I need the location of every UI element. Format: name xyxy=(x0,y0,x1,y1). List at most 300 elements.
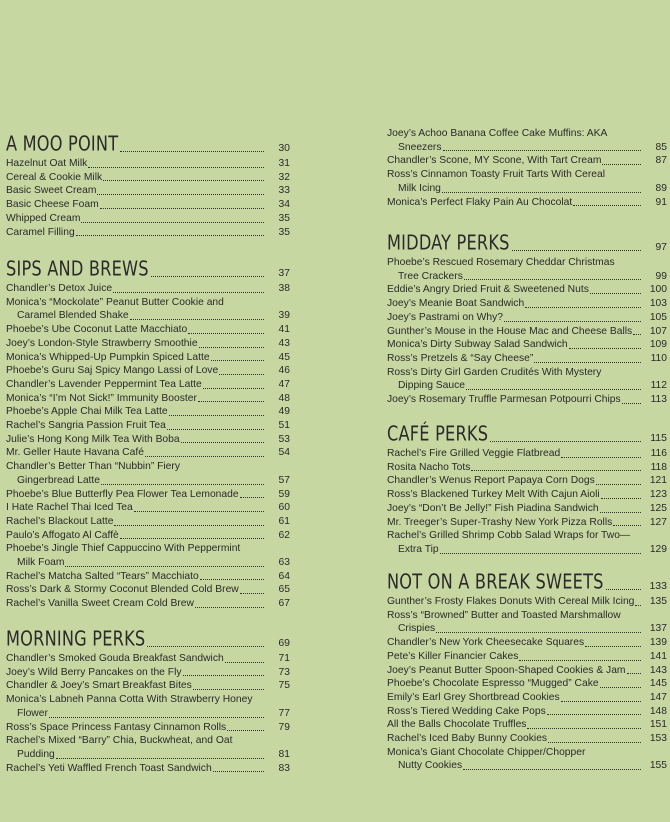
entry-title: Chandler’s Better Than “Nubbin” Fiery xyxy=(6,461,180,473)
toc-entry[interactable] xyxy=(6,419,290,433)
entry-page-number: 77 xyxy=(278,707,290,719)
dot-leader xyxy=(569,348,641,349)
entry-title: Emily’s Earl Grey Shortbread Cookies xyxy=(387,691,560,703)
entry-page-number: 63 xyxy=(278,557,290,569)
toc-entry[interactable] xyxy=(6,666,290,680)
entry-title: Phoebe’s Apple Chai Milk Tea Latte xyxy=(6,406,168,418)
toc-entry[interactable] xyxy=(6,392,290,406)
dot-leader xyxy=(635,605,641,606)
entry-title: Extra Tip xyxy=(398,543,439,555)
entry-title: Basic Cheese Foam xyxy=(6,199,99,211)
entry-page-number: 121 xyxy=(649,475,667,487)
entry-page-number: 59 xyxy=(278,488,290,500)
entry-title: Phoebe’s Rescued Rosemary Cheddar Christmas xyxy=(387,257,615,268)
section-heading xyxy=(387,423,667,445)
section-midday-perks xyxy=(387,232,667,407)
entry-title: Rachel’s Fire Grilled Veggie Flatbread xyxy=(387,448,561,459)
entry-title: Phoebe’s Ube Coconut Latte Macchiato xyxy=(6,324,188,336)
entry-title: Julie’s Hong Kong Milk Tea With Boba xyxy=(6,433,180,445)
entry-page-number: 143 xyxy=(649,664,667,676)
toc-entry[interactable] xyxy=(387,636,667,650)
entry-page-number: 61 xyxy=(278,515,290,527)
entry-page-number: 151 xyxy=(649,719,667,731)
dot-leader xyxy=(606,589,641,590)
dot-leader xyxy=(601,498,641,499)
toc-entry[interactable] xyxy=(387,325,667,339)
section-not-on-a-break-sweets xyxy=(387,571,667,773)
dot-leader xyxy=(633,334,641,335)
dot-leader xyxy=(114,525,264,526)
toc-entry[interactable] xyxy=(387,516,667,530)
entry-title: Joey’s “Don’t Be Jelly!” Fish Piadina Sandwich xyxy=(387,502,599,514)
section-page-number: 97 xyxy=(655,241,667,253)
entry-title: Rachel’s Sangria Passion Fruit Tea xyxy=(6,420,166,432)
entry-page-number: 110 xyxy=(650,352,667,364)
section-title: MIDDAY PERKS xyxy=(387,231,510,256)
dot-leader xyxy=(596,484,641,485)
dot-leader xyxy=(600,512,641,513)
entry-title: Flower xyxy=(17,707,48,719)
entry-title: Rachel’s Matcha Salted “Tears” Macchiato xyxy=(6,570,199,582)
toc-entry[interactable] xyxy=(387,705,667,719)
toc-entry[interactable] xyxy=(6,488,290,502)
toc-entry[interactable] xyxy=(387,664,667,678)
entry-title: Phoebe’s Jingle Thief Cappuccino With Peppermint xyxy=(6,543,241,555)
toc-entry[interactable] xyxy=(387,154,667,168)
dot-leader xyxy=(167,429,264,430)
toc-entry[interactable] xyxy=(387,168,667,195)
entry-title: Monica’s “Mockolate” Peanut Butter Cookie and xyxy=(6,296,224,308)
entry-title: Joey’s Pastrami on Why? xyxy=(387,311,503,323)
dot-leader xyxy=(120,538,264,539)
dot-leader xyxy=(151,276,264,277)
toc-entry[interactable] xyxy=(387,196,667,210)
entry-page-number: 46 xyxy=(278,365,290,377)
entry-title: Cereal & Cookie Milk xyxy=(6,171,103,183)
entry-title: Monica’s Dirty Subway Salad Sandwich xyxy=(387,339,568,351)
section-caf-perks xyxy=(387,423,667,557)
toc-entry[interactable] xyxy=(6,337,290,351)
entry-page-number: 65 xyxy=(278,584,290,596)
entry-page-number: 32 xyxy=(278,171,290,183)
dot-leader xyxy=(134,511,264,512)
dot-leader xyxy=(547,714,641,715)
entry-page-number: 99 xyxy=(655,270,667,282)
entry-title: Monica’s Labneh Panna Cotta With Strawberry Honey xyxy=(6,694,253,706)
section-heading xyxy=(6,258,290,280)
toc-entry[interactable] xyxy=(6,351,290,365)
dot-leader xyxy=(613,525,641,526)
section-heading xyxy=(6,628,290,650)
dot-leader xyxy=(440,553,641,554)
toc-entry[interactable] xyxy=(6,212,290,226)
entry-page-number: 47 xyxy=(278,378,290,390)
toc-entry[interactable] xyxy=(387,461,667,475)
dot-leader xyxy=(130,319,264,320)
entry-title: Monica’s Whipped-Up Pumpkin Spiced Latte xyxy=(6,351,210,363)
entry-title: Mr. Treeger’s Super-Trashy New York Pizza Rolls xyxy=(387,516,613,528)
toc-entry[interactable] xyxy=(387,718,667,732)
toc-entry[interactable] xyxy=(387,691,667,705)
entry-page-number: 123 xyxy=(649,489,667,501)
toc-entry[interactable] xyxy=(6,570,290,584)
entry-title: Phoebe’s Blue Butterfly Pea Flower Tea Lemonade xyxy=(6,488,239,500)
entry-title: Eddie’s Angry Dried Fruit & Sweetened Nuts xyxy=(387,284,589,296)
toc-entry[interactable] xyxy=(387,311,667,325)
toc-entry[interactable] xyxy=(6,405,290,419)
entry-title: Rachel’s Yeti Waffled French Toast Sandwich xyxy=(6,762,212,774)
entry-page-number: 116 xyxy=(650,448,667,459)
entry-title: Paulo’s Affogato Al Caffè xyxy=(6,529,119,541)
entry-title: Caramel Filling xyxy=(6,226,75,238)
entry-title: Ross’s Space Princess Fantasy Cinnamon Rolls xyxy=(6,721,227,733)
section-heading xyxy=(387,232,667,254)
entry-page-number: 75 xyxy=(278,680,290,692)
toc-entry[interactable] xyxy=(6,433,290,447)
entry-page-number: 62 xyxy=(278,529,290,541)
entry-title: Chandler & Joey’s Smart Breakfast Bites xyxy=(6,680,192,692)
toc-entry[interactable] xyxy=(6,542,290,569)
entry-title: All the Balls Chocolate Truffles xyxy=(387,719,527,731)
toc-entry[interactable] xyxy=(6,364,290,378)
entry-page-number: 112 xyxy=(650,380,667,392)
entry-title: Monica’s Giant Chocolate Chipper/Chopper xyxy=(387,746,586,758)
entry-page-number: 91 xyxy=(655,196,667,208)
entry-title: Tree Crackers xyxy=(398,270,463,282)
section-heading xyxy=(6,133,290,155)
entry-title: Sneezers xyxy=(398,141,442,153)
entry-title: Joey’s Peanut Butter Spoon-Shaped Cookies & Jam xyxy=(387,664,626,676)
entry-title: Rosita Nacho Tots xyxy=(387,461,471,473)
dot-leader xyxy=(585,646,641,647)
toc-entry[interactable] xyxy=(387,474,667,488)
dot-leader xyxy=(49,717,264,718)
entry-title: Ross’s “Browned” Butter and Toasted Marshmallow xyxy=(387,609,621,621)
dot-leader xyxy=(464,279,641,280)
dot-leader xyxy=(100,208,264,209)
dot-leader xyxy=(490,441,641,442)
dot-leader xyxy=(600,687,641,688)
dot-leader xyxy=(466,389,641,390)
entry-page-number: 127 xyxy=(649,516,667,528)
toc-entry[interactable] xyxy=(6,679,290,693)
entry-title: Gingerbread Latte xyxy=(17,474,101,486)
dot-leader xyxy=(527,728,641,729)
dot-leader xyxy=(602,164,641,165)
entry-title: Pete’s Killer Financier Cakes xyxy=(387,650,519,662)
toc-entry[interactable] xyxy=(387,595,667,609)
toc-entry[interactable] xyxy=(387,256,667,283)
toc-entry[interactable] xyxy=(6,693,290,720)
entry-page-number: 35 xyxy=(278,226,290,238)
entry-title: Rachel’s Blackout Latte xyxy=(6,515,114,527)
entry-page-number: 147 xyxy=(649,691,667,703)
toc-entry[interactable] xyxy=(6,501,290,515)
entry-page-number: 109 xyxy=(649,339,667,351)
dot-leader xyxy=(97,194,264,195)
dot-leader xyxy=(442,192,641,193)
entry-title: I Hate Rachel Thai Iced Tea xyxy=(6,502,133,514)
entry-page-number: 34 xyxy=(278,199,290,211)
section-page-number: 30 xyxy=(278,142,290,154)
entry-title: Rachel’s Grilled Shrimp Cobb Salad Wraps for Two— xyxy=(387,530,631,542)
toc-entry[interactable] xyxy=(387,609,667,636)
entry-title: Hazelnut Oat Milk xyxy=(6,158,88,169)
dot-leader xyxy=(103,180,264,181)
entry-title: Milk Foam xyxy=(17,557,65,569)
dot-leader xyxy=(199,347,264,348)
dot-leader xyxy=(145,456,264,457)
toc-entry[interactable] xyxy=(387,283,667,297)
entry-title: Phoebe’s Chocolate Espresso “Mugged” Cake xyxy=(387,678,599,690)
toc-entry[interactable] xyxy=(387,127,667,154)
toc-entry[interactable] xyxy=(387,746,667,773)
entry-page-number: 125 xyxy=(649,502,667,514)
toc-entry[interactable] xyxy=(387,338,667,352)
section-title: A MOO POINT xyxy=(6,132,119,157)
entry-page-number: 100 xyxy=(649,284,667,296)
dot-leader xyxy=(534,362,641,363)
dot-leader xyxy=(561,457,641,458)
dot-leader xyxy=(200,579,264,580)
entry-title: Joey’s Wild Berry Pancakes on the Fly xyxy=(6,666,182,678)
entry-page-number: 81 xyxy=(278,748,290,760)
dot-leader xyxy=(219,374,264,375)
dot-leader xyxy=(240,593,264,594)
toc-entry[interactable] xyxy=(387,393,667,407)
entry-title: Joey’s London-Style Strawberry Smoothie xyxy=(6,337,198,349)
entry-page-number: 51 xyxy=(278,420,290,432)
section-page-number: 37 xyxy=(278,267,290,279)
entry-page-number: 41 xyxy=(278,324,290,336)
dot-leader xyxy=(113,292,264,293)
toc-entry[interactable] xyxy=(387,447,667,461)
dot-leader xyxy=(443,150,641,151)
section-page-number: 69 xyxy=(278,637,290,649)
dot-leader xyxy=(56,758,264,759)
entry-page-number: 141 xyxy=(649,650,667,662)
entry-title: Ross’s Cinnamon Toasty Fruit Tarts With Cereal xyxy=(387,169,606,181)
toc-entry[interactable] xyxy=(6,226,290,240)
dot-leader xyxy=(436,632,641,633)
dot-leader xyxy=(590,293,641,294)
entry-page-number: 89 xyxy=(655,182,667,194)
dot-leader xyxy=(76,235,264,236)
entry-page-number: 105 xyxy=(649,311,667,323)
entry-page-number: 103 xyxy=(649,298,667,310)
entry-page-number: 87 xyxy=(655,155,667,167)
entry-title: Ross’s Blackened Turkey Melt With Cajun Aioli xyxy=(387,489,600,501)
dot-leader xyxy=(627,673,642,674)
entry-title: Crispies xyxy=(398,623,436,635)
toc-entry[interactable] xyxy=(6,583,290,597)
section-sips-and-brews xyxy=(6,258,290,611)
entry-title: Mr. Geller Haute Havana Café xyxy=(6,447,144,459)
dot-leader xyxy=(240,497,264,498)
toc-entry[interactable] xyxy=(6,734,290,761)
entry-title: Rachel’s Vanilla Sweet Cream Cold Brew xyxy=(6,598,194,610)
entry-page-number: 53 xyxy=(278,433,290,445)
dot-leader xyxy=(181,442,264,443)
dot-leader xyxy=(81,222,264,223)
entry-title: Chandler’s Detox Juice xyxy=(6,283,113,294)
section-title: NOT ON A BREAK SWEETS xyxy=(387,570,604,595)
section-title: MORNING PERKS xyxy=(6,627,146,652)
entry-page-number: 139 xyxy=(649,637,667,649)
entry-title: Chandler’s Smoked Gouda Breakfast Sandwich xyxy=(6,653,224,664)
toc-entry[interactable] xyxy=(6,171,290,185)
dot-leader xyxy=(512,250,641,251)
entry-page-number: 107 xyxy=(649,325,667,337)
entry-page-number: 64 xyxy=(278,570,290,582)
dot-leader xyxy=(188,333,264,334)
toc-entry[interactable] xyxy=(6,323,290,337)
entry-title: Milk Icing xyxy=(398,182,441,194)
entry-page-number: 54 xyxy=(278,447,290,459)
entry-title: Whipped Cream xyxy=(6,212,81,224)
entry-page-number: 129 xyxy=(649,543,667,555)
dot-leader xyxy=(193,689,264,690)
toc-entry[interactable] xyxy=(6,296,290,323)
entry-title: Joey’s Rosemary Truffle Parmesan Potpourri Chips xyxy=(387,394,621,406)
entry-title: Monica’s “I’m Not Sick!” Immunity Booster xyxy=(6,392,197,404)
entry-title: Gunther’s Frosty Flakes Donuts With Cereal Milk Icing xyxy=(387,596,635,607)
toc-entry[interactable] xyxy=(6,184,290,198)
entry-page-number: 48 xyxy=(278,392,290,404)
toc-entry[interactable] xyxy=(6,529,290,543)
toc-entry[interactable] xyxy=(6,198,290,212)
toc-entry[interactable] xyxy=(387,488,667,502)
toc-entry[interactable] xyxy=(6,282,290,296)
entry-page-number: 49 xyxy=(278,406,290,418)
toc-entry[interactable] xyxy=(6,460,290,487)
dot-leader xyxy=(65,566,264,567)
dot-leader xyxy=(622,403,641,404)
toc-entry[interactable] xyxy=(6,597,290,611)
dot-leader xyxy=(463,769,641,770)
entry-page-number: 153 xyxy=(649,733,667,745)
dot-leader xyxy=(195,607,264,608)
entry-page-number: 31 xyxy=(278,158,290,169)
entry-title: Chandler’s Lavender Peppermint Tea Latte xyxy=(6,378,202,390)
dot-leader xyxy=(525,307,641,308)
dot-leader xyxy=(227,730,264,731)
entry-page-number: 113 xyxy=(650,394,667,406)
dot-leader xyxy=(548,742,641,743)
entry-page-number: 145 xyxy=(649,678,667,690)
section-page-number: 115 xyxy=(650,432,667,444)
entry-title: Phoebe’s Guru Saj Spicy Mango Lassi of Love xyxy=(6,365,219,377)
dot-leader xyxy=(120,151,264,152)
entry-page-number: 83 xyxy=(278,762,290,774)
entry-page-number: 38 xyxy=(278,283,290,294)
toc-entry[interactable] xyxy=(387,650,667,664)
dot-leader xyxy=(203,388,264,389)
entry-title: Chandler’s Scone, MY Scone, With Tart Cream xyxy=(387,155,602,167)
dot-leader xyxy=(211,360,264,361)
entry-page-number: 43 xyxy=(278,337,290,349)
entry-title: Ross’s Dark & Stormy Coconut Blended Cold Brew xyxy=(6,584,239,596)
toc-entry[interactable] xyxy=(6,652,290,666)
entry-title: Joey’s Achoo Banana Coffee Cake Muffins: AKA xyxy=(387,128,608,139)
entry-page-number: 57 xyxy=(278,474,290,486)
entry-title: Gunther’s Mouse in the House Mac and Cheese Balls xyxy=(387,325,633,337)
entry-title: Basic Sweet Cream xyxy=(6,185,97,197)
section-a-moo-point xyxy=(6,133,290,239)
entry-title: Ross’s Tiered Wedding Cake Pops xyxy=(387,705,546,717)
entry-page-number: 85 xyxy=(655,141,667,153)
entry-title: Dipping Sauce xyxy=(398,380,465,392)
entry-page-number: 39 xyxy=(278,310,290,322)
entry-page-number: 33 xyxy=(278,185,290,197)
section-heading xyxy=(387,571,667,593)
toc-entry[interactable] xyxy=(6,378,290,392)
dot-leader xyxy=(101,484,264,485)
toc-entry[interactable] xyxy=(6,446,290,460)
dot-leader xyxy=(147,646,264,647)
entry-title: Nutty Cookies xyxy=(398,760,463,772)
entry-page-number: 148 xyxy=(649,705,667,717)
entry-page-number: 118 xyxy=(650,461,667,473)
dot-leader xyxy=(225,662,264,663)
dot-leader xyxy=(169,415,264,416)
toc-entry[interactable] xyxy=(387,502,667,516)
dot-leader xyxy=(504,321,641,322)
entry-title: Pudding xyxy=(17,748,55,760)
dot-leader xyxy=(198,401,264,402)
dot-leader xyxy=(471,470,641,471)
entry-title: Joey’s Meanie Boat Sandwich xyxy=(387,298,525,310)
entry-title: Chandler’s New York Cheesecake Squares xyxy=(387,637,585,649)
toc-entry[interactable] xyxy=(387,366,667,393)
dot-leader xyxy=(561,701,641,702)
entry-page-number: 71 xyxy=(278,653,290,664)
entry-title: Ross’s Dirty Girl Garden Crudités With Mystery xyxy=(387,366,602,378)
entry-title: Caramel Blended Shake xyxy=(17,310,129,322)
entry-page-number: 137 xyxy=(649,623,667,635)
toc-entry[interactable] xyxy=(6,762,290,776)
toc-entry[interactable] xyxy=(6,157,290,171)
entry-page-number: 73 xyxy=(278,666,290,678)
entry-page-number: 67 xyxy=(278,598,290,610)
section-morning-perks xyxy=(6,628,290,775)
entry-title: Rachel’s Iced Baby Bunny Cookies xyxy=(387,733,548,745)
section-title: SIPS AND BREWS xyxy=(6,257,149,282)
toc-entry[interactable] xyxy=(387,529,667,556)
entry-page-number: 135 xyxy=(649,596,667,607)
entry-page-number: 60 xyxy=(278,502,290,514)
toc-entry[interactable] xyxy=(6,515,290,529)
section-title: CAFÉ PERKS xyxy=(387,422,489,447)
toc-entry[interactable] xyxy=(387,297,667,311)
entry-page-number: 45 xyxy=(278,351,290,363)
toc-entry[interactable] xyxy=(387,677,667,691)
entry-title: Chandler’s Wenus Report Papaya Corn Dogs xyxy=(387,475,595,487)
dot-leader xyxy=(213,771,264,772)
section-page-number: 133 xyxy=(649,580,667,592)
toc-entry[interactable] xyxy=(387,352,667,366)
toc-entry[interactable] xyxy=(387,732,667,746)
entry-title: Ross’s Pretzels & “Say Cheese” xyxy=(387,352,534,364)
dot-leader xyxy=(573,205,641,206)
entry-title: Rachel’s Mixed “Barry” Chia, Buckwheat, and Oat xyxy=(6,735,233,747)
section-continued xyxy=(387,127,667,209)
toc-entry[interactable] xyxy=(6,721,290,735)
entry-title: Monica’s Perfect Flaky Pain Au Chocolat xyxy=(387,196,573,208)
dot-leader xyxy=(183,675,265,676)
dot-leader xyxy=(519,660,641,661)
dot-leader xyxy=(88,167,264,168)
